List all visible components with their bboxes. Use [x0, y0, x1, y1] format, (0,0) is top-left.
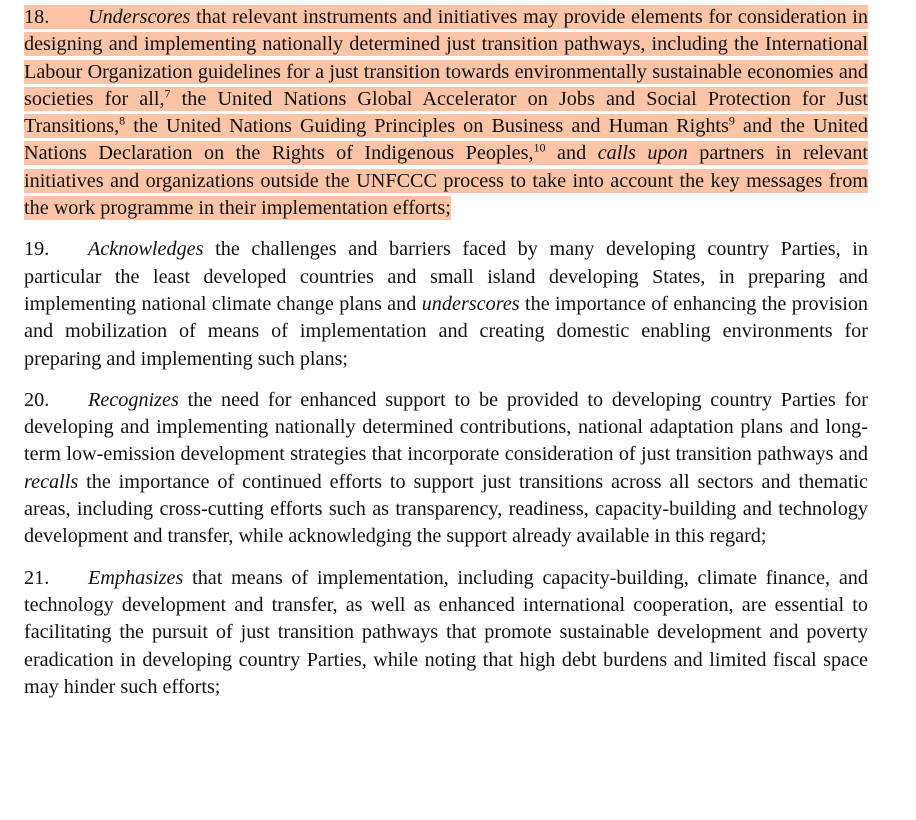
- paragraph-text: that relevant instruments and initiatives may provide elements for consideration in designing and implementing nationally determined just transition pathways, including the International Labour Organization guidelines for a just transition towards environmentally sustainable economies and societies for all,: [24, 6, 868, 110]
- operative-verb: Emphasizes: [88, 566, 184, 589]
- operative-verb: underscores: [421, 292, 520, 315]
- paragraph-text: that means of implementation, including capacity-building, climate finance, and technology development and transfer, as well as enhanced international cooperation, are essential to facilitating the pursuit of just transition pathways that promote sustainable development and poverty eradication in developing country Parties, while noting that high debt burdens and limited fiscal space may hinder such efforts;: [24, 566, 868, 698]
- paragraph-19: [24, 236, 868, 372]
- paragraph-number: 21.: [24, 566, 50, 589]
- highlight: [24, 5, 868, 220]
- footnote-ref[interactable]: 10: [533, 140, 546, 155]
- paragraph-text: the importance of enhancing the provision and mobilization of means of implementation and creating domestic enabling environments for preparing and implementing such plans;: [24, 292, 869, 370]
- paragraph-number: 19.: [24, 238, 50, 261]
- paragraph-text: partners in relevant initiatives and organizations outside the UNFCCC process to take into account the key messages from the work programme in their implementation efforts;: [24, 142, 869, 220]
- paragraph-text: and: [545, 142, 598, 165]
- paragraph-text: and the United Nations Declaration on the Rights of Indigenous Peoples,: [24, 115, 868, 165]
- operative-verb: Underscores: [88, 6, 191, 28]
- paragraph-18: [24, 4, 868, 222]
- operative-verb: recalls: [24, 470, 79, 493]
- operative-verb: calls upon: [597, 142, 688, 165]
- paragraph-20: [24, 387, 868, 551]
- footnote-ref[interactable]: 8: [119, 113, 126, 128]
- paragraph-text: the United Nations Global Accelerator on Jobs and Social Protection for Just Transitions,: [24, 87, 869, 138]
- paragraph-number: 20.: [24, 388, 50, 411]
- paragraph-21: [24, 565, 868, 701]
- paragraph-text: the United Nations Guiding Principles on Business and Human Rights: [125, 115, 729, 138]
- footnote-ref[interactable]: 7: [164, 86, 171, 101]
- paragraph-text: the importance of continued efforts to support just transitions across all sectors and thematic areas, including cross-cutting efforts such as transparency, readiness, capacity-building and technology development and transfer, while acknowledging the support already available in this regard;: [24, 470, 868, 548]
- paragraph-number: 18.: [24, 6, 50, 28]
- footnote-ref[interactable]: 9: [728, 113, 735, 128]
- operative-verb: Acknowledges: [88, 238, 204, 261]
- paragraph-text: the need for enhanced support to be provided to developing country Parties for developing and implementing nationally determined contributions, national adaptation plans and long-term low-emission development strategies that incorporate consideration of just transition pathways and: [24, 388, 868, 466]
- paragraph-text: the challenges and barriers faced by many developing country Parties, in particular the least developed countries and small island developing States, in preparing and implementing national climate change plans and: [24, 238, 868, 315]
- operative-verb: Recognizes: [88, 388, 179, 411]
